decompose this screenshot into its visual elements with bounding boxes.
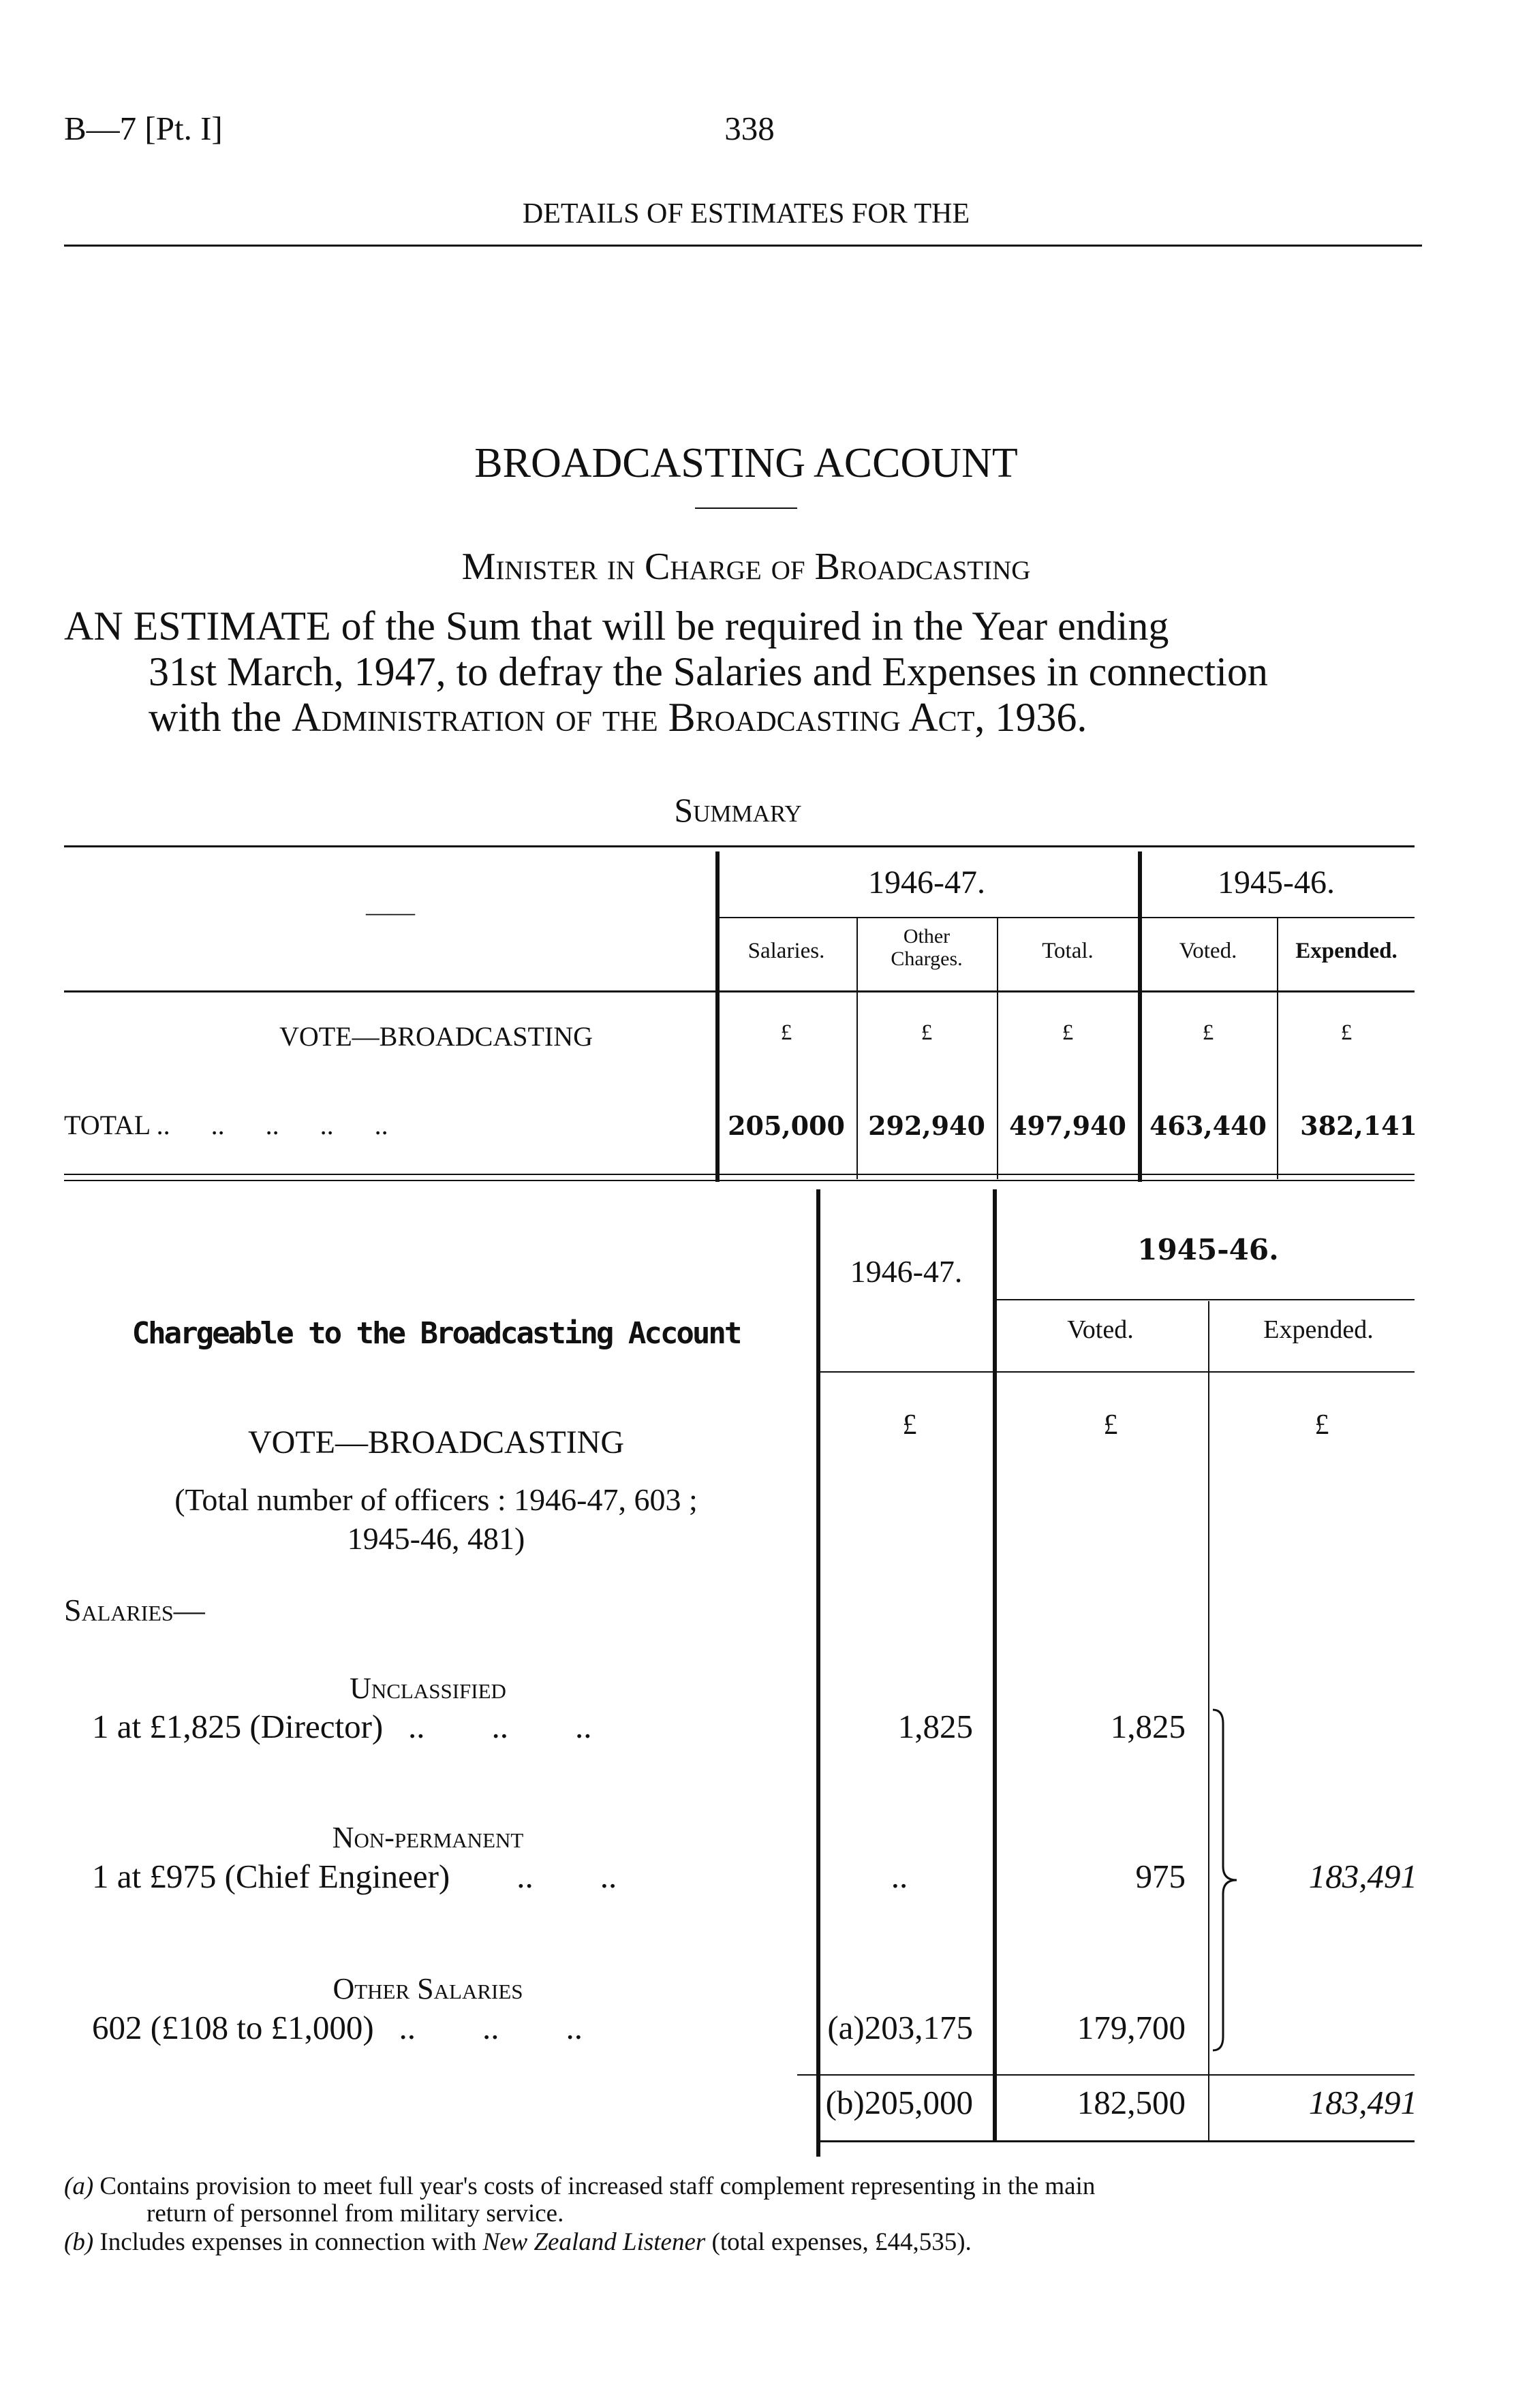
row-heading: Non-permanent [332, 1821, 524, 1854]
year-1945-46: 1945-46. [1218, 864, 1335, 901]
officers-line-1: (Total number of officers : 1946-47, 603 ; [174, 1482, 698, 1517]
row-1946-47: (a)203,175 [827, 2009, 973, 2046]
total-voted: 463,440 [1149, 1110, 1267, 1141]
rule [818, 2140, 1415, 2142]
rule [1138, 851, 1142, 1182]
rule [797, 2074, 1415, 2076]
estimate-line-1: AN ESTIMATE of the Sum that will be required in the Year ending [64, 604, 1169, 648]
row-1946-47: 1,825 [897, 1708, 973, 1745]
page-number: 338 [724, 110, 775, 147]
detail-heading: Chargeable to the Broadcasting Account [132, 1316, 741, 1351]
col-salaries: Salaries. [747, 939, 825, 963]
footnote-text: Contains provision to meet full year's costs of increased staff complement representing in the main [99, 2172, 1096, 2200]
total-expended: 183,491 [1308, 2084, 1417, 2121]
currency: £ [1314, 1409, 1329, 1441]
detail-year-1945-46: 1945-46. [1137, 1233, 1279, 1266]
minister-line: Minister in Charge of Broadcasting [461, 546, 1031, 588]
row-heading: Unclassified [350, 1672, 506, 1705]
col-expended: Expended. [1295, 939, 1397, 963]
page-title: BROADCASTING ACCOUNT [474, 440, 1018, 486]
title-rule [695, 507, 797, 509]
text: , 1936. [974, 695, 1087, 740]
col-voted: Voted. [1179, 939, 1237, 963]
col-total: Total. [1042, 939, 1094, 963]
rule [818, 1371, 1415, 1373]
col-other-charges: Other Charges. [891, 925, 963, 970]
row-desc: 1 at £1,825 (Director) .. .. .. [92, 1708, 592, 1745]
running-title: DETAILS OF ESTIMATES FOR THE [522, 198, 970, 230]
total-voted: 182,500 [1077, 2084, 1186, 2121]
currency: £ [780, 1020, 792, 1045]
bracketed-expended: 183,491 [1308, 1858, 1417, 1895]
row-desc: 602 (£108 to £1,000) .. .. .. [92, 2009, 583, 2046]
act-name: Administration of the Broadcasting Act [291, 695, 975, 740]
total-label: TOTAL .. .. .. .. .. [64, 1110, 388, 1140]
estimate-line-2: 31st March, 1947, to defray the Salaries and Expenses in connection [149, 649, 1268, 694]
total-other-charges: 292,940 [868, 1110, 985, 1141]
summary-title: Summary [674, 791, 802, 829]
year-1946-47: 1946-47. [868, 864, 985, 901]
rule [64, 845, 1415, 847]
footnote-text: (total expenses, £44,535). [705, 2228, 972, 2256]
total-1946-47: (b)205,000 [825, 2084, 973, 2121]
footnote-marker: (a) [64, 2172, 94, 2200]
row-voted: 1,825 [1110, 1708, 1186, 1745]
rule [715, 851, 720, 1182]
vote-label: VOTE—BROADCASTING [248, 1424, 624, 1460]
col-expended: Expended. [1263, 1315, 1374, 1344]
col-voted: Voted. [1067, 1315, 1134, 1344]
footnote-a-cont: return of personnel from military service. [146, 2200, 564, 2227]
rule [856, 917, 858, 1179]
rule [816, 1189, 820, 2157]
rule [997, 917, 998, 1179]
footnote-marker: (b) [64, 2228, 94, 2256]
text: with the [149, 695, 292, 740]
vote-label: VOTE—BROADCASTING [279, 1021, 593, 1052]
officers-line-2: 1945-46, 481) [347, 1521, 525, 1556]
row-heading: Other Salaries [333, 1972, 523, 2005]
row-desc: 1 at £975 (Chief Engineer) .. .. [92, 1858, 617, 1895]
rule [64, 990, 1415, 992]
currency: £ [1202, 1020, 1214, 1045]
rule [715, 917, 1415, 918]
rule [995, 1299, 1415, 1300]
estimate-line-3 [149, 694, 1087, 741]
rule [993, 1189, 997, 2141]
currency: £ [921, 1020, 933, 1045]
header-rule [64, 245, 1422, 247]
currency: £ [1062, 1020, 1074, 1045]
rule [1277, 917, 1278, 1179]
total-salaries: 205,000 [728, 1110, 845, 1141]
currency: £ [1103, 1409, 1118, 1441]
row-voted: 975 [1135, 1858, 1186, 1895]
row-voted: 179,700 [1077, 2009, 1186, 2046]
rule [64, 1174, 1415, 1175]
footnote-text: Includes expenses in connection with [99, 2228, 483, 2256]
document-reference: B—7 [Pt. I] [64, 110, 223, 147]
brace-icon [1209, 1706, 1250, 2054]
publication-title: New Zealand Listener [482, 2228, 706, 2256]
total-total: 497,940 [1009, 1110, 1126, 1141]
detail-year-1946-47: 1946-47. [850, 1254, 963, 1289]
currency: £ [1340, 1020, 1353, 1045]
total-expended: 382,141 [1300, 1110, 1417, 1141]
salaries-heading: Salaries— [64, 1593, 205, 1627]
row-1946-47: .. [891, 1858, 908, 1895]
currency: £ [902, 1409, 917, 1441]
footnote-b [64, 2227, 972, 2257]
rule [64, 1180, 1415, 1181]
stub-dash: —— [366, 898, 415, 926]
footnote-a [64, 2172, 1095, 2201]
